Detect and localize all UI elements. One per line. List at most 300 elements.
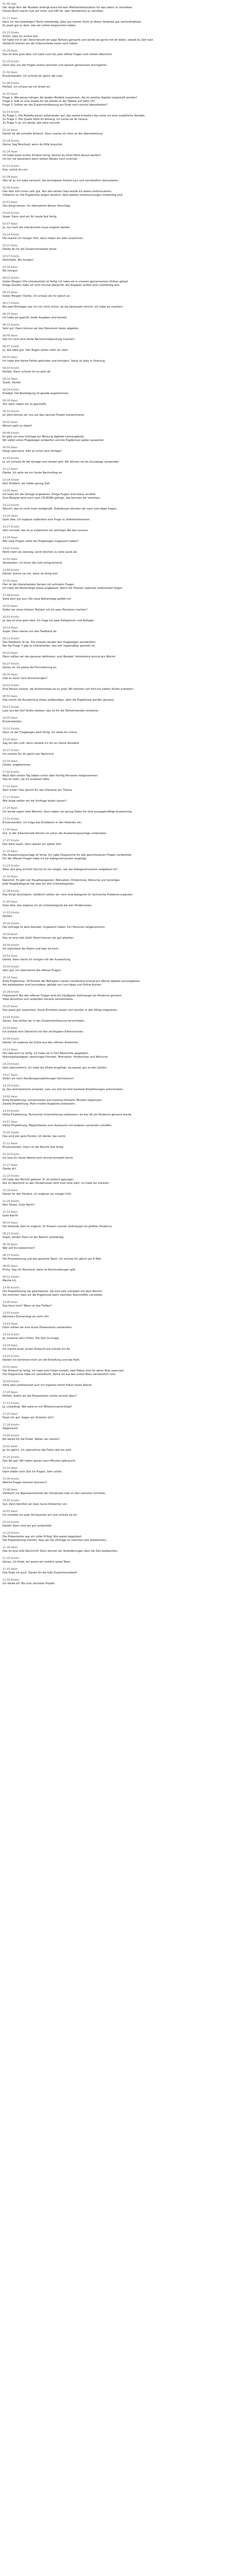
message	[3, 863, 244, 874]
message-text: Gute Nacht!	[3, 1214, 19, 1217]
message	[3, 1174, 244, 1188]
message	[3, 175, 244, 185]
message	[3, 1520, 244, 1531]
message-header: 11:50 Kristin	[3, 1579, 20, 1582]
message-text: Super. Dann sind wir für heute fast fertig.	[3, 215, 57, 218]
message	[3, 625, 244, 636]
message-text: Das lief gut! Wir haben genau neun Minuten gebraucht.	[3, 1460, 76, 1463]
message-text: Die Umfrage ist jetzt beendet. Insgesamt haben 312 Personen teilgenommen.	[3, 926, 106, 929]
message	[3, 1047, 244, 1062]
message-header: 01:55 Aeon	[3, 93, 18, 96]
message-text: Interessant! Bei den offenen Fragen wird am häufigsten Zeitmangel als Hindernis genannt.	[3, 994, 123, 997]
message-text: Sehr sinnvoll, das ist ja inzwischen ein wichtiger Teil des Lernens.	[3, 529, 89, 532]
message-text: Dann sollten wir eine kurze Präsentation vorbereiten.	[3, 1326, 73, 1329]
message	[3, 1199, 244, 1210]
message-header: 14:12 Aeon	[3, 1048, 18, 1052]
message-text: Ich schicke ihn dir gleich per Nachricht.	[3, 753, 55, 756]
message-header: 03:27 Kristin	[3, 255, 20, 258]
message-text: Bei zwei Einträgen war ich mir nicht sicher, ob die Jahreszahl stimmt. Ich habe sie markiert.	[3, 306, 123, 309]
message-header: 17:10 Aeon	[3, 785, 18, 788]
message-header: 09:10 Aeon	[3, 378, 18, 381]
message	[3, 323, 244, 333]
message-header: 14:20 Kristin	[3, 1063, 20, 1066]
message	[3, 827, 244, 838]
message	[3, 694, 244, 705]
message	[3, 759, 244, 770]
message	[3, 1120, 244, 1130]
message	[3, 222, 244, 232]
message-header: 10:20 Aeon	[3, 976, 18, 979]
message-text: Es geht um eine Umfrage zur Nutzung digitaler Lernangebote.	[3, 435, 85, 438]
message-text: Dann bleibt noch Zeit für Fragen. Sehr schön.	[3, 1470, 63, 1473]
message	[3, 1163, 244, 1174]
message	[3, 1401, 244, 1412]
message-header: 10:12 Kristin	[3, 727, 20, 731]
message-text: Das ist eine gute Idee. Ich habe noch ein paar offene Fragen zum letzten Abschnitt.	[3, 53, 113, 56]
message-text: Einverstanden. Dann ist der Bericht fast fertig.	[3, 1146, 64, 1149]
message-header: 01:35 Kristin	[3, 60, 20, 63]
message-header: 15:55 Kristin	[3, 1499, 20, 1502]
message-text: Ja, das ist eine gute Idee. Ich frage ein paar Kolleginnen und Kollegen.	[3, 619, 95, 622]
message	[3, 1332, 244, 1343]
message	[3, 128, 244, 139]
message	[3, 232, 244, 243]
message-text: Worum geht es dabei?	[3, 425, 32, 428]
message-header: 14:42 Kristin	[3, 547, 20, 550]
message-text: Super, danke! Dann ist der Bericht vollständig.	[3, 1236, 64, 1239]
message	[3, 672, 244, 683]
message-text: Danke. Ich sehe sie mir heute Nachmittag an.	[3, 471, 63, 474]
message	[3, 716, 244, 726]
message-header: 14:27 Aeon	[3, 1074, 18, 1077]
message-text: Soll ich noch eine letzte Rechtschreibprüfung machen?	[3, 338, 75, 341]
message-text: Nur bei Frage 7 gab es Unklarheiten, was mit 'regelmäßig' gemeint ist.	[3, 645, 96, 648]
message-header: 11:53 Kristin	[3, 911, 20, 914]
message	[3, 185, 244, 200]
message-header: 17:25 Aeon	[3, 807, 18, 810]
message-header: 17:47 Kristin	[3, 839, 20, 842]
message-header: 11:38 Kristin	[3, 890, 20, 893]
message-text: Die Projektleitung möchte, dass wir die Umfrage im nächsten Jahr wiederholen.	[3, 1539, 107, 1542]
message	[3, 149, 244, 164]
message-text: Frage 3: Sollten wir die Zusammenfassung am Ende noch einmal überarbeiten?	[3, 104, 108, 107]
message-header: 14:27 Kristin	[3, 526, 20, 529]
message-text: Ja, maximal zehn Folien. Die Zeit ist knapp.	[3, 1337, 60, 1340]
message-header: 08:52 Kristin	[3, 1276, 20, 1279]
message-header: 02:16 Kristin	[3, 140, 20, 143]
message-header: 17:28 Kristin	[3, 1423, 20, 1427]
message	[3, 770, 244, 784]
message-text: Am beliebtesten sind Lernvideos, gefolgt von Lern-Apps und Online-Kursen.	[3, 984, 102, 987]
message	[3, 276, 244, 290]
message-header: 09:48 Kristin	[3, 432, 20, 435]
message-text: Perfekt, ich schaue sie mir direkt an.	[3, 86, 51, 89]
message-header: 21:33 Aeon	[3, 1211, 18, 1214]
message-text: Gerne. Sag Bescheid, wenn du Hilfe brauchst.	[3, 143, 63, 146]
message-text: Welche Fragen könnten kommen?	[3, 1481, 47, 1484]
message	[3, 662, 244, 672]
message-header: 01:42 Aeon	[3, 71, 18, 74]
message	[3, 164, 244, 175]
message-text: Schön, dass du zurück bist.	[3, 35, 39, 38]
message-text: Das macht die Auswertung etwas aufwendiger, aber die Ergebnisse werden genauer.	[3, 699, 115, 702]
message-text: Danke! Ich kümmere mich um die Einleitung und das Fazit.	[3, 1359, 80, 1362]
message-header: 16:10 Aeon	[3, 626, 18, 630]
message-text: Ich habe den Bericht gelesen. Er ist wirklich gelungen.	[3, 1178, 74, 1181]
message-header: 16:10 Kristin	[3, 1521, 20, 1524]
message-text: Wie viele Fragen sollte der Fragebogen insgesamt haben?	[3, 540, 79, 543]
message-header: 08:45 Aeon	[3, 1265, 18, 1268]
message	[3, 1109, 244, 1120]
message-text: Kein Problem, wir haben genug Zeit.	[3, 482, 51, 485]
message-header: 08:02 Kristin	[3, 277, 20, 280]
message	[3, 593, 244, 604]
message	[3, 254, 244, 265]
message-header: 10:28 Kristin	[3, 991, 20, 994]
message-text: Das passt gut zusammen. Kurze Einheiten lassen sich leichter in den Alltag integrieren.	[3, 1009, 118, 1012]
message	[3, 1545, 244, 1556]
message-text: Sieht sehr professionell aus! Ich ergänze meine Folien heute Abend.	[3, 1384, 92, 1387]
message	[3, 1300, 244, 1311]
message-text: Ich lese ihn heute Abend noch einmal komplett durch.	[3, 1157, 74, 1160]
message-header: 11:43 Aeon	[3, 1568, 18, 1571]
message	[3, 467, 244, 478]
message-header: 14:50 Aeon	[3, 558, 18, 561]
message-text: Ja! Jetzt können wir uns auf das nächste Projekt konzentrieren.	[3, 414, 85, 417]
message	[3, 1094, 244, 1109]
message	[3, 301, 244, 312]
message	[3, 1321, 244, 1332]
message-text: Ich mache einen ersten Entwurf und schicke ihn dir.	[3, 1348, 71, 1351]
message-text: Klingt spannend. Gibt es schon eine Vorlage?	[3, 450, 62, 453]
message-header: 10:18 Kristin	[3, 479, 20, 482]
message-header: 13:48 Aeon	[3, 1301, 18, 1304]
message	[3, 200, 244, 211]
message	[3, 366, 244, 377]
message-header: 10:03 Kristin	[3, 457, 20, 460]
message-text: Ich habe mir in der Zwischenzeit ein paar Notizen gemacht und würde sie gerne mit dir teilen, sobald du Zeit hast.	[3, 39, 154, 42]
message-text: Danke! Dann sind wir gut vorbereitet.	[3, 1524, 53, 1528]
message-text: Das sind vier gute Punkte. Ich denke, das reicht.	[3, 1135, 67, 1138]
message-header: 08:47 Kristin	[3, 345, 20, 348]
message-text: Danke, dann starte ich morgen mit der Auswertung.	[3, 958, 71, 961]
message-text: Nur im Abschnitt zu den Hindernissen fehlt noch eine Zahl, ich habe sie markiert.	[3, 1182, 110, 1185]
message-header: 19:00 Kristin	[3, 965, 20, 969]
message-header: 01:48 Kristin	[3, 82, 20, 85]
message	[3, 243, 244, 254]
message-header: 09:57 Kristin	[3, 706, 20, 709]
message-text: Viele wünschen sich außerdem kürzere Lerneinheiten.	[3, 998, 74, 1001]
message	[3, 1498, 244, 1509]
message	[3, 59, 244, 70]
message-header: 02:10 Aeon	[3, 129, 18, 132]
message-text: Ich exportiere die Daten und lade sie hoch.	[3, 947, 60, 951]
message-text: Kein Stress. Gute Nacht!	[3, 1204, 35, 1207]
message-text: Das finde ich auch. Danke für die tolle Zusammenarbeit!	[3, 1571, 77, 1574]
message-text: Danke, angekommen.	[3, 764, 31, 767]
message-text: Wer soll ihn bekommen?	[3, 1247, 35, 1250]
message-text: Ja, das wird bestimmt erwartet. Lass uns drei bis fünf konkrete Empfehlungen aufschreiben.	[3, 1088, 124, 1091]
message-header: 14:10 Kristin	[3, 1333, 20, 1336]
message	[3, 651, 244, 662]
message	[3, 1083, 244, 1094]
message	[3, 1152, 244, 1163]
message-header: 02:46 Kristin	[3, 187, 20, 190]
message	[3, 524, 244, 535]
message-text: Frage 2: Gibt es eine Quelle für die Zahlen in der Tabelle auf Seite 14?	[3, 100, 95, 103]
message	[3, 1253, 244, 1264]
message-text: Sehr schön! Das spricht für das Interesse am Thema.	[3, 789, 73, 792]
message-header: 14:20 Aeon	[3, 515, 18, 518]
message-text: Danke dir!	[3, 1167, 17, 1171]
message-text: Das Feedback ist da. Die meisten fanden den Fragebogen verständlich.	[3, 641, 96, 644]
message-text: Das klingt besser. Ich übernehme deinen Vorschlag.	[3, 205, 71, 208]
message	[3, 1285, 244, 1300]
message-header: 08:40 Aeon	[3, 334, 18, 337]
message	[3, 1210, 244, 1221]
message-text: Gleichfalls. Bis morgen!	[3, 259, 34, 262]
message-text: Perfekt. Dann schicke ich es jetzt ab.	[3, 370, 52, 374]
message-header: 09:20 Aeon	[3, 652, 18, 655]
message	[3, 557, 244, 568]
message-header: 21:10 Kristin	[3, 1175, 20, 1178]
message-header: 11:20 Kristin	[3, 1532, 20, 1535]
message-header: 17:02 Kristin	[3, 771, 20, 774]
message-text: Mache ich.	[3, 1279, 17, 1282]
message-text: Danke für den Hinweis, ich ergänze sie morgen früh.	[3, 1193, 72, 1196]
message	[3, 546, 244, 557]
message	[3, 1412, 244, 1422]
message-text: Guten Morgen! Die Literaturliste ist fertig, ich habe sie in unseren gemeinsamen Ordner gelegt.	[3, 280, 129, 283]
message	[3, 1026, 244, 1037]
message-text: Sag mir den Link, dann verteile ich ihn an meine Kontakte.	[3, 742, 80, 745]
message-header: 10:35 Aeon	[3, 760, 18, 763]
message-text: Kann ich das bestätigen? Nicht vollständig, aber aus meiner Sicht ist dieser Gedanke gut nachvollziehbar.	[3, 21, 142, 24]
message-text: Ich würde sagen zwei Wochen, dann haben wir genug Daten für eine aussagekräftige Auswertung.	[3, 810, 133, 814]
message	[3, 431, 244, 445]
message-header: 11:15 Aeon	[3, 850, 18, 853]
message	[3, 921, 244, 932]
message-text: Ich habe mir die Vorlage angesehen. Einige Fragen sind etwas veraltet.	[3, 493, 96, 496]
message-header: 10:05 Aeon	[3, 717, 18, 720]
message-header: 11:30 Aeon	[3, 875, 18, 878]
message-header: 08:30 Aeon	[3, 1243, 18, 1246]
message	[3, 514, 244, 524]
message	[3, 705, 244, 716]
message	[3, 910, 244, 921]
message-text: Zum Beispiel wird noch nach CD-ROMs gefragt, das könnten wir streichen.	[3, 497, 101, 500]
message-text: Genau. Ich finde, wir waren ein wirklich gutes Team.	[3, 1561, 72, 1564]
message	[3, 1242, 244, 1253]
message-header: 17:20 Aeon	[3, 1413, 18, 1416]
message-header: 10:27 Kristin	[3, 749, 20, 752]
message	[3, 874, 244, 889]
message-text: Danke für die schnelle Antwort. Dann mache ich mich an die Überarbeitung.	[3, 132, 103, 135]
message-text: Ja, das wäre gut. Vier Augen sehen mehr als zwei.	[3, 349, 69, 352]
message-header: 08:37 Kristin	[3, 1254, 20, 1257]
message-header: 15:05 Kristin	[3, 1131, 20, 1134]
message-header: 14:57 Aeon	[3, 1121, 18, 1124]
message-text: Das liest sich schon sehr gut. Nur den letzten Satz würde ich etwas umformulieren.	[3, 190, 112, 193]
message-header: 09:26 Aeon	[3, 399, 18, 402]
message	[3, 817, 244, 827]
message	[3, 420, 244, 431]
message-header: 08:25 Aeon	[3, 313, 18, 316]
message-text: Toll, dann haben wir es geschafft.	[3, 403, 47, 406]
message-header: 10:58 Kristin	[3, 1038, 20, 1041]
message-text: Danke dir für die Zusammenarbeit heute.	[3, 248, 58, 251]
message-text: Wie lange wollen wir die Umfrage laufen lassen?	[3, 800, 67, 803]
message-text: Vielleicht so: Die Ergebnisse zeigen deutlich, dass weitere Untersuchungen notwendig sind.	[3, 194, 123, 197]
message	[3, 30, 244, 48]
message	[3, 409, 244, 420]
message	[3, 1556, 244, 1567]
message-text: Die fehlende Zahl ist ergänzt: 41 Prozent nennen Zeitmangel als größtes Hindernis.	[3, 1225, 113, 1228]
message	[3, 1433, 244, 1444]
message	[3, 954, 244, 964]
message	[3, 990, 244, 1004]
message-header: 17:13 Kristin	[3, 1402, 20, 1405]
message	[3, 1004, 244, 1015]
message	[3, 1455, 244, 1466]
message	[3, 1275, 244, 1285]
message-header: 17:05 Aeon	[3, 1391, 18, 1394]
message-header: 15:33 Aeon	[3, 1467, 18, 1470]
message-text: Lass uns bei fünf Stufen bleiben, das ist für die Teilnehmenden einfacher.	[3, 709, 99, 713]
message-text: Das klingt durchdacht. Vielleicht sollten wir noch eine Kategorie für technische Probleme ergänzen.	[3, 893, 134, 896]
message-header: 17:40 Aeon	[3, 828, 18, 832]
message-text: Verstanden. Ich kürze die Liste entsprechend.	[3, 562, 63, 565]
message	[3, 1037, 244, 1047]
message-text: Dann lass uns die Fragen zuerst sammeln und danach gemeinsam durchgehen.	[3, 64, 108, 67]
message-header: 17:32 Kristin	[3, 818, 20, 821]
message-text: Dieses Buch macht Lust auf mehr und hilft dir, dein Verständnis zu vertiefen.	[3, 10, 104, 13]
message	[3, 806, 244, 817]
message-header: 03:14 Kristin	[3, 233, 20, 236]
message	[3, 1509, 244, 1520]
message-text: Nutzungshäufigkeit, bevorzugte Formate, Motivation, Hindernisse und Wünsche.	[3, 1056, 109, 1059]
message-text: Nächsten Donnerstag um zehn Uhr.	[3, 1315, 50, 1318]
message-header: 15:40 Aeon	[3, 580, 18, 583]
message-header: 08:32 Kristin	[3, 324, 20, 327]
message-header: 11:45 Aeon	[3, 901, 18, 904]
message-text: Ich bin mir besonders beim letzten Absatz noch unsicher.	[3, 158, 78, 161]
message-text: Vierte Empfehlung: Möglichkeiten zum Austausch mit anderen Lernenden schaffen.	[3, 1124, 112, 1127]
message-header: 10:35 Aeon	[3, 1005, 18, 1008]
message-text: Guten Morgen! Danke, ich schaue sie mir gleich an.	[3, 295, 71, 298]
message-header: 02:24 Aeon	[3, 150, 18, 154]
message-text: Perfekt.	[3, 915, 13, 918]
message	[3, 932, 244, 943]
message-header: 15:02 Aeon	[3, 1445, 18, 1448]
message-text: Sehr übersichtlich. Ich habe die Zitate eingefügt, sie passen gut zu den Zahlen.	[3, 1066, 108, 1070]
message-header: 10:11 Aeon	[3, 468, 18, 471]
message	[3, 1466, 244, 1477]
message	[3, 964, 244, 975]
message-header: 15:48 Kristin	[3, 594, 20, 597]
message-header: 09:12 Kristin	[3, 637, 20, 640]
message	[3, 456, 244, 467]
message-text: Klar, schick ihn mir.	[3, 168, 28, 172]
message-text: Genau so. Ich passe die Formulierung an.	[3, 666, 57, 669]
message	[3, 377, 244, 387]
message-header: 21:18 Aeon	[3, 1189, 18, 1192]
message-header: 09:50 Aeon	[3, 695, 18, 698]
message	[3, 1477, 244, 1487]
message-text: Ich erstelle eine Übersicht mit den wichtigsten Erkenntnissen.	[3, 1030, 84, 1033]
message	[3, 795, 244, 806]
message-text: Wow, das ging schnell! Kannst du mir zeigen, wie das Kategoriensystem aufgebaut ist?	[3, 868, 118, 871]
message	[3, 1531, 244, 1545]
message-header: 09:42 Kristin	[3, 684, 20, 687]
message-text: Gute Idee, das ergänze ich als Unterkategorie bei den Hindernissen.	[3, 904, 93, 907]
message-text: Erste Empfehlung: Lerneinheiten auf maximal fünfzehn Minuten begrenzen.	[3, 1099, 103, 1102]
message-header: 09:03 Kristin	[3, 367, 20, 370]
message-header: 09:27 Kristin	[3, 663, 20, 666]
message-header: 16:03 Aeon	[3, 1510, 18, 1513]
message-text: Genau. Das sollten wir in der Zusammenfassung hervorheben.	[3, 1020, 85, 1023]
message-header: 15:00 Kristin	[3, 1434, 20, 1437]
message	[3, 1343, 244, 1354]
message-text: Ja, los geht's. Ich übernehme die Folien drei bis acht.	[3, 1449, 72, 1452]
message-text: Dann sollten wir das genauer definieren, zum Beispiel 'mindestens einmal pro Woche'.	[3, 655, 117, 658]
message-header: 01:29 Aeon	[3, 49, 18, 53]
message	[3, 445, 244, 456]
message-text: Danke! Schick sie mir, wenn du fertig bist.	[3, 572, 59, 575]
message	[3, 683, 244, 694]
message	[3, 726, 244, 737]
message-text: Sehr gut. Ich übernehme die offenen Fragen.	[3, 969, 62, 972]
message	[3, 1422, 244, 1433]
message	[3, 943, 244, 954]
message-text: Nicht mehr als zwanzig, sonst brechen zu viele Leute ab.	[3, 551, 78, 554]
message	[3, 355, 244, 366]
message-text: Ich habe drei kleine Fehler gefunden und korrigiert. Sonst ist alles in Ordnung.	[3, 360, 106, 363]
message	[3, 1188, 244, 1199]
message-text: Ich habe sie geprüft, beide Angaben sind korrekt.	[3, 316, 68, 319]
message	[3, 1221, 244, 1231]
message	[3, 290, 244, 301]
message	[3, 1015, 244, 1026]
message	[3, 92, 244, 110]
message-header: 03:00 Kristin	[3, 212, 20, 215]
message	[3, 1567, 244, 1578]
message-header: 14:58 Kristin	[3, 569, 20, 572]
message-text: Das wäre super, dann sparen wir später Zeit.	[3, 843, 62, 846]
message-text: Die Projektleitung hat geantwortet. Sie sind sehr zufrieden mit dem Bericht.	[3, 1290, 103, 1293]
message-text: Einverstanden. Ich trage das Enddatum in den Kalender ein.	[3, 821, 82, 824]
message-text: Stimmt, das ist nicht mehr zeitgemäß. Stattdessen könnten wir nach Lern-Apps fragen.	[3, 507, 118, 511]
message	[3, 900, 244, 910]
message	[3, 265, 244, 276]
message	[3, 975, 244, 990]
message-header: 03:07 Aeon	[3, 223, 18, 226]
message-text: Gut, dann bereiten wir dazu kurze Antworten vor.	[3, 1503, 68, 1506]
message-text: Die Auswertungsvorlage ist fertig. Ich habe Diagramme für alle geschlossenen Fragen vorbereitet.	[3, 854, 133, 857]
message	[3, 48, 244, 59]
message	[3, 478, 244, 488]
message-text: Eine Person meinte, die Antwortskala sei zu grob. Wir könnten von fünf auf sieben Stufen erweitern.	[3, 688, 135, 691]
message-text: Ich danke dir! Bis zum nächsten Projekt.	[3, 1582, 56, 1585]
message-text: Zweite Empfehlung: Mehr mobile Angebote entwickeln.	[3, 1103, 76, 1106]
message-text: Vielleicht können wir die Unterschiede heute noch klären.	[3, 42, 79, 45]
message-header: 21:25 Kristin	[3, 1200, 20, 1203]
message-text: Sehr gut. Dann können wir das Dokument heute abgeben.	[3, 327, 79, 330]
message-header: 14:05 Aeon	[3, 489, 18, 493]
message-header: 14:12 Kristin	[3, 504, 20, 507]
message-text: Zu Frage 1: Die Modelle bauen aufeinander auf, das zweite erweitert das erste um eine zusätzliche Variable.	[3, 114, 145, 117]
message	[3, 488, 244, 503]
